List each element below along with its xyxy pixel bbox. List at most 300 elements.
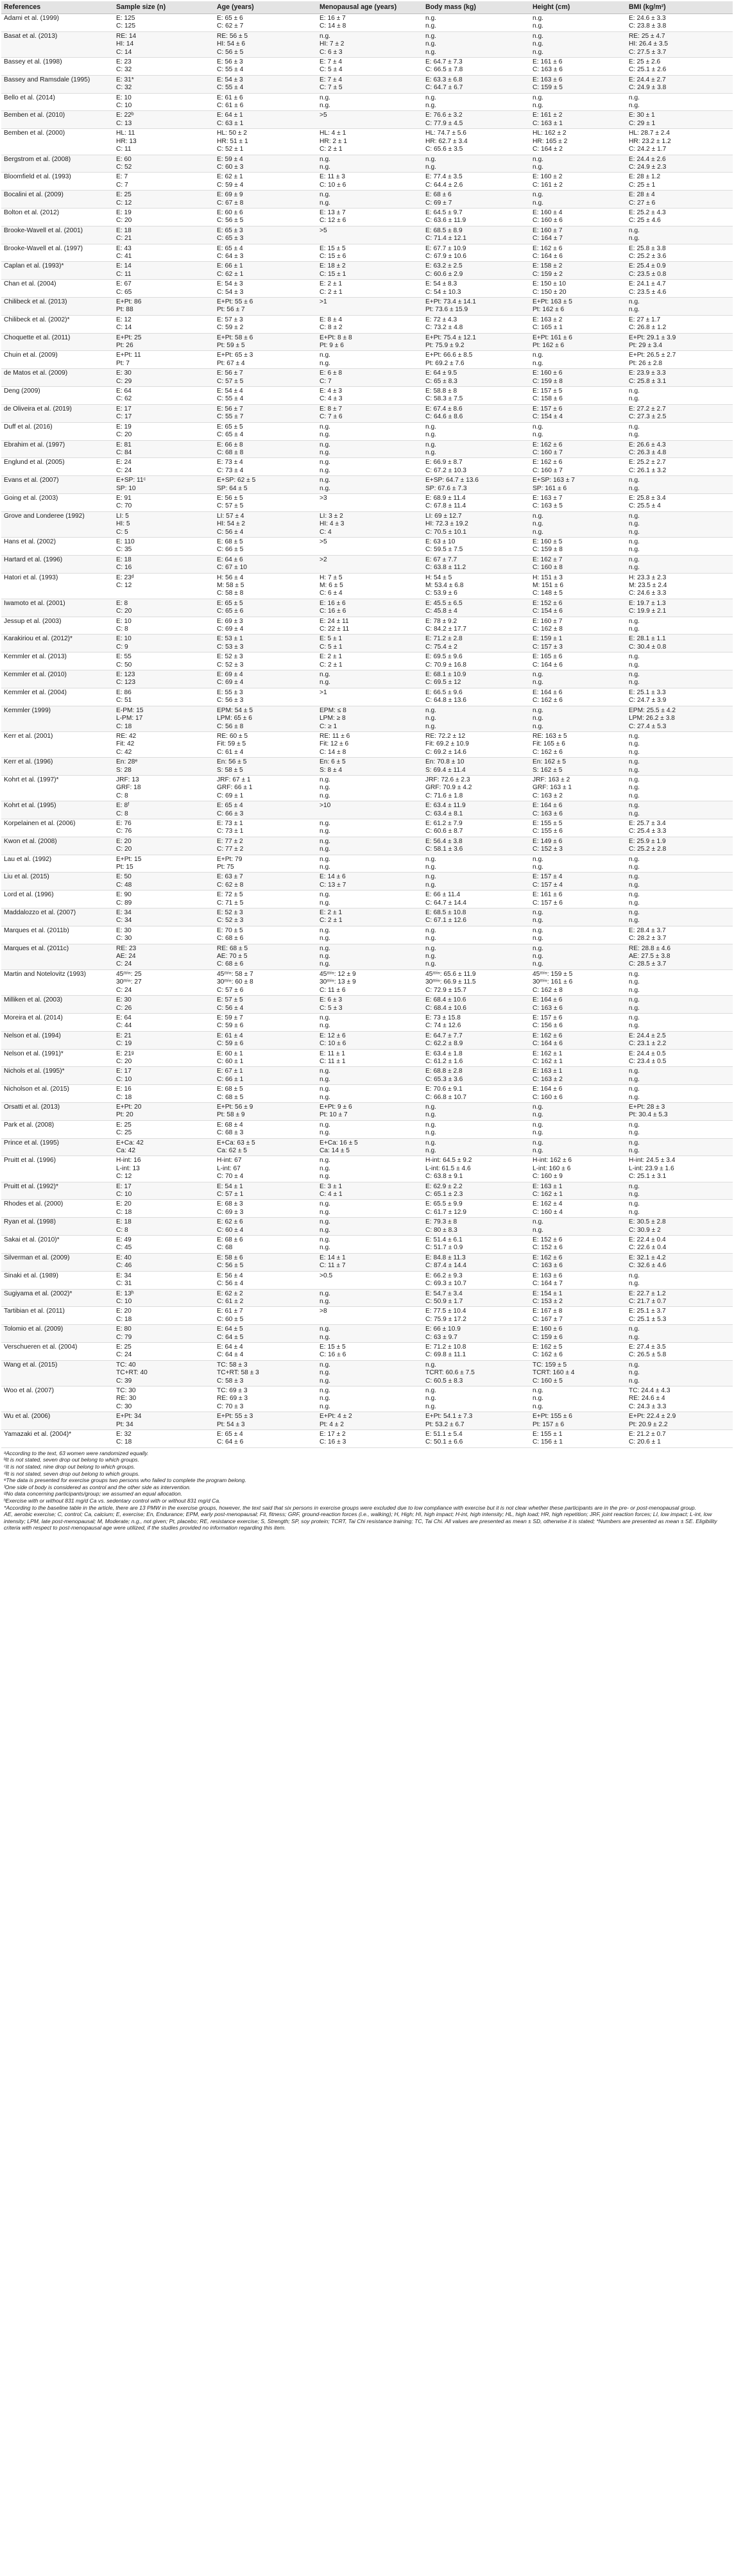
table-cell: n.g. n.g. n.g.: [626, 731, 733, 757]
table-cell: E: 56 ± 3 C: 55 ± 4: [214, 58, 317, 76]
table-cell: E: 67 ± 7.7 C: 63.8 ± 11.2: [423, 555, 530, 573]
reference-cell: Wang et al. (2015): [1, 1360, 114, 1386]
table-cell: n.g. n.g.: [626, 298, 733, 316]
reference-cell: Kohrt et al. (1997)*: [1, 775, 114, 801]
table-cell: E: 2 ± 1 C: 2 ± 1: [317, 653, 423, 670]
table-cell: E: 27.4 ± 3.5 C: 26.5 ± 5.8: [626, 1342, 733, 1360]
reference-cell: Lau et al. (1992): [1, 855, 114, 873]
reference-cell: Chilibeck et al. (2013): [1, 298, 114, 316]
table-cell: E: 163 ± 2 C: 165 ± 1: [530, 315, 626, 333]
table-cell: E: 16 ± 7 C: 14 ± 8: [317, 14, 423, 32]
table-cell: E: 8ᶠ C: 8: [114, 801, 214, 819]
reference-cell: Chan et al. (2004): [1, 280, 114, 298]
table-row: [1, 599, 733, 617]
table-cell: E: 155 ± 1 C: 156 ± 1: [530, 1430, 626, 1448]
table-cell: 45ᵐⁱⁿ: 25 30ᵐⁱⁿ: 27 C: 24: [114, 969, 214, 995]
table-cell: n.g. n.g.: [626, 1182, 733, 1200]
table-cell: E: 51.1 ± 5.4 C: 50.1 ± 6.6: [423, 1430, 530, 1448]
table-cell: E: 66 ± 11.4 C: 64.7 ± 14.4: [423, 891, 530, 908]
table-cell: >10: [317, 801, 423, 819]
table-cell: E+SP: 62 ± 5 SP: 64 ± 5: [214, 476, 317, 494]
table-row: [1, 573, 733, 599]
reference-cell: Grove and Londeree (1992): [1, 511, 114, 537]
table-row: [1, 155, 733, 173]
table-cell: E+Pt: 161 ± 6 Pt: 162 ± 6: [530, 333, 626, 351]
table-cell: E: 66 ± 1 C: 62 ± 1: [214, 262, 317, 280]
table-cell: E: 31* C: 32: [114, 75, 214, 93]
table-cell: n.g. n.g.: [626, 1138, 733, 1156]
table-cell: E: 162 ± 4 C: 160 ± 4: [530, 1200, 626, 1218]
table-cell: E: 64 ± 9.5 C: 65 ± 8.3: [423, 369, 530, 387]
reference-cell: Bemben et al. (2010): [1, 111, 114, 129]
reference-cell: Kohrt et al. (1995): [1, 801, 114, 819]
table-cell: E: 22ᵇ C: 13: [114, 111, 214, 129]
table-cell: E: 80 C: 79: [114, 1325, 214, 1343]
table-row: [1, 422, 733, 440]
reference-cell: Marques et al. (2011c): [1, 944, 114, 969]
table-row: [1, 670, 733, 688]
table-cell: E: 64.7 ± 7.7 C: 62.2 ± 8.9: [423, 1031, 530, 1049]
table-cell: E: 10 C: 10: [114, 93, 214, 111]
table-cell: E: 28 ± 1.2 C: 25 ± 1: [626, 173, 733, 191]
table-cell: E: 12 ± 6 C: 10 ± 6: [317, 1031, 423, 1049]
table-cell: E: 49 C: 45: [114, 1236, 214, 1254]
table-cell: n.g. n.g.: [530, 422, 626, 440]
table-cell: E: 45.5 ± 6.5 C: 45.8 ± 4: [423, 599, 530, 617]
table-cell: E: 154 ± 1 C: 153 ± 2: [530, 1289, 626, 1307]
reference-cell: Jessup et al. (2003): [1, 617, 114, 635]
reference-cell: Sugiyama et al. (2002)*: [1, 1289, 114, 1307]
table-cell: E: 4 ± 3 C: 4 ± 3: [317, 387, 423, 405]
table-cell: E: 54 ± 3 C: 55 ± 4: [214, 75, 317, 93]
table-cell: E: 2 ± 1 C: 2 ± 1: [317, 908, 423, 926]
table-cell: >5: [317, 537, 423, 555]
table-cell: E: 6 ± 3 C: 5 ± 3: [317, 996, 423, 1014]
table-cell: n.g. n.g. n.g.: [530, 511, 626, 537]
table-cell: E: 161 ± 2 C: 163 ± 1: [530, 111, 626, 129]
table-cell: E: 159 ± 1 C: 157 ± 3: [530, 635, 626, 653]
reference-cell: Hartard et al. (1996): [1, 555, 114, 573]
table-cell: E: 23ᵈ C: 12: [114, 573, 214, 599]
reference-cell: Yamazaki et al. (2004)*: [1, 1430, 114, 1448]
table-row: [1, 191, 733, 209]
reference-cell: Kemmler et al. (2013): [1, 653, 114, 670]
table-cell: E+Pt: 56 ± 9 Pt: 58 ± 9: [214, 1102, 317, 1120]
table-cell: E: 30 C: 29: [114, 369, 214, 387]
table-row: [1, 351, 733, 369]
table-cell: E: 152 ± 6 C: 154 ± 6: [530, 599, 626, 617]
reference-cell: Prince et al. (1995): [1, 1138, 114, 1156]
table-cell: n.g. n.g.: [317, 458, 423, 476]
table-cell: E: 64 C: 44: [114, 1013, 214, 1031]
table-row: [1, 1430, 733, 1448]
table-cell: >8: [317, 1307, 423, 1325]
table-cell: EPM: 25.5 ± 4.2 LPM: 26.2 ± 3.8 C: 27.4 ± 5.3: [626, 706, 733, 731]
table-cell: E: 10 C: 8: [114, 617, 214, 635]
table-cell: >5: [317, 111, 423, 129]
table-row: [1, 440, 733, 458]
reference-cell: Choquette et al. (2011): [1, 333, 114, 351]
footnote: *According to the baseline table in the article, there are 13 PMW in the exercise groups, however, the text said that six persons in exercise groups were excluded due to low compliance with exercise but it is not clear whether these participants are in the pre- or post-menopausal group.: [4, 1504, 697, 1511]
table-cell: TC: 30 RE: 30 C: 30: [114, 1386, 214, 1412]
table-row: [1, 1289, 733, 1307]
table-cell: E: 155 ± 5 C: 155 ± 6: [530, 819, 626, 837]
column-header: Height (cm): [530, 1, 626, 14]
reference-cell: Hatori et al. (1993): [1, 573, 114, 599]
table-cell: n.g. n.g.: [626, 1085, 733, 1103]
table-cell: E: 65 ± 5 C: 65 ± 6: [214, 599, 317, 617]
table-cell: n.g. n.g.: [423, 422, 530, 440]
table-cell: n.g. n.g.: [626, 908, 733, 926]
table-cell: E: 7 C: 7: [114, 173, 214, 191]
table-row: [1, 801, 733, 819]
table-cell: E: 160 ± 6 C: 159 ± 8: [530, 369, 626, 387]
table-cell: E: 55 C: 50: [114, 653, 214, 670]
table-cell: n.g. n.g.: [317, 191, 423, 209]
reference-cell: Pruitt et al. (1996): [1, 1156, 114, 1182]
table-body: [1, 14, 733, 1448]
table-cell: E: 162 ± 7 C: 160 ± 8: [530, 555, 626, 573]
reference-cell: Chuin et al. (2009): [1, 351, 114, 369]
table-row: [1, 555, 733, 573]
table-row: [1, 819, 733, 837]
table-cell: E+Pt: 58 ± 6 Pt: 59 ± 5: [214, 333, 317, 351]
table-cell: En: 70.8 ± 10 S: 69.4 ± 11.4: [423, 758, 530, 776]
table-cell: E: 64.5 ± 9.7 C: 63.6 ± 11.9: [423, 208, 530, 226]
table-cell: E: 61 ± 4 C: 59 ± 6: [214, 1031, 317, 1049]
table-cell: E: 58 ± 6 C: 56 ± 5: [214, 1253, 317, 1271]
table-cell: E: 161 ± 6 C: 157 ± 6: [530, 891, 626, 908]
reference-cell: Duff et al. (2016): [1, 422, 114, 440]
study-characteristics-table: [1, 1, 733, 1448]
table-cell: E: 69.5 ± 9.6 C: 70.9 ± 16.8: [423, 653, 530, 670]
table-cell: n.g. n.g. n.g.: [530, 944, 626, 969]
table-cell: E+SP: 64.7 ± 13.6 SP: 67.6 ± 7.3: [423, 476, 530, 494]
table-cell: En: 162 ± 5 S: 162 ± 5: [530, 758, 626, 776]
table-cell: E+Pt: 73.4 ± 14.1 Pt: 73.6 ± 15.9: [423, 298, 530, 316]
table-row: [1, 1307, 733, 1325]
table-header: [1, 1, 733, 14]
table-row: [1, 1067, 733, 1085]
table-cell: n.g. n.g.: [423, 14, 530, 32]
table-cell: E: 161 ± 6 C: 163 ± 6: [530, 58, 626, 76]
table-row: [1, 75, 733, 93]
table-cell: E: 25.4 ± 0.9 C: 23.5 ± 0.8: [626, 262, 733, 280]
table-cell: E: 64 ± 5 C: 64 ± 5: [214, 1325, 317, 1343]
table-cell: E: 15 ± 5 C: 16 ± 6: [317, 1342, 423, 1360]
table-cell: E: 64 ± 1 C: 63 ± 1: [214, 111, 317, 129]
table-cell: E: 21 C: 19: [114, 1031, 214, 1049]
table-cell: E: 157 ± 6 C: 156 ± 6: [530, 1013, 626, 1031]
table-cell: E: 54 ± 8.3 C: 54 ± 10.3: [423, 280, 530, 298]
table-cell: H-int: 24.5 ± 3.4 L-int: 23.9 ± 1.6 C: 25.1 ± 3.1: [626, 1156, 733, 1182]
table-row: [1, 173, 733, 191]
table-row: [1, 280, 733, 298]
table-cell: E: 65 ± 4 C: 64 ± 3: [214, 244, 317, 262]
table-cell: E: 163 ± 6 C: 164 ± 7: [530, 1271, 626, 1289]
table-cell: E: 28.4 ± 3.7 C: 28.2 ± 3.7: [626, 926, 733, 944]
table-cell: E: 90 C: 89: [114, 891, 214, 908]
table-cell: E: 25 C: 24: [114, 1342, 214, 1360]
table-cell: JRF: 13 GRF: 18 C: 8: [114, 775, 214, 801]
table-cell: n.g. n.g.: [626, 1200, 733, 1218]
table-cell: n.g. n.g.: [423, 155, 530, 173]
table-cell: n.g. n.g.: [530, 191, 626, 209]
table-cell: E: 65 ± 5 C: 65 ± 4: [214, 422, 317, 440]
table-row: [1, 1342, 733, 1360]
table-cell: E: 71.2 ± 10.8 C: 69.8 ± 11.1: [423, 1342, 530, 1360]
table-cell: n.g. n.g.: [423, 440, 530, 458]
table-cell: En: 28ᵉ S: 28: [114, 758, 214, 776]
table-row: [1, 262, 733, 280]
reference-cell: Bloomfield et al. (1993): [1, 173, 114, 191]
table-cell: n.g. n.g.: [317, 1120, 423, 1138]
table-cell: n.g. n.g.: [626, 1013, 733, 1031]
table-cell: E+Pt: 55 ± 6 Pt: 56 ± 7: [214, 298, 317, 316]
table-cell: E: 15 ± 5 C: 15 ± 6: [317, 244, 423, 262]
reference-cell: Nicholson et al. (2015): [1, 1085, 114, 1103]
table-cell: n.g. n.g.: [317, 837, 423, 855]
table-cell: E: 10 C: 9: [114, 635, 214, 653]
table-cell: n.g. n.g.: [423, 926, 530, 944]
table-cell: E+Ca: 63 ± 5 Ca: 62 ± 5: [214, 1138, 317, 1156]
table-cell: n.g. n.g. n.g.: [626, 1360, 733, 1386]
table-cell: n.g. n.g.: [317, 351, 423, 369]
reference-cell: Kerr et al. (1996): [1, 758, 114, 776]
table-cell: RE: 56 ± 5 HI: 54 ± 6 C: 56 ± 5: [214, 31, 317, 57]
table-cell: n.g. n.g.: [530, 155, 626, 173]
table-cell: E: 13ʰ C: 10: [114, 1289, 214, 1307]
reference-cell: Tartibian et al. (2011): [1, 1307, 114, 1325]
table-cell: E: 25 ± 2.6 C: 25.1 ± 2.6: [626, 58, 733, 76]
table-cell: E: 162 ± 6 C: 164 ± 6: [530, 244, 626, 262]
table-cell: E: 30 C: 26: [114, 996, 214, 1014]
reference-cell: Verschueren et al. (2004): [1, 1342, 114, 1360]
table-cell: E: 150 ± 10 C: 150 ± 20: [530, 280, 626, 298]
table-cell: LI: 57 ± 4 HI: 54 ± 2 C: 56 ± 4: [214, 511, 317, 537]
table-cell: E: 164 ± 6 C: 160 ± 6: [530, 1085, 626, 1103]
table-cell: E: 17 C: 10: [114, 1182, 214, 1200]
table-cell: E+Pt: 29.1 ± 3.9 Pt: 29 ± 3.4: [626, 333, 733, 351]
table-cell: E+Pt: 11 Pt: 7: [114, 351, 214, 369]
table-cell: E: 34 C: 34: [114, 908, 214, 926]
table-cell: E+Pt: 75.4 ± 12.1 Pt: 75.9 ± 9.2: [423, 333, 530, 351]
reference-cell: Ryan et al. (1998): [1, 1218, 114, 1236]
table-row: [1, 1013, 733, 1031]
table-cell: n.g. n.g.: [423, 873, 530, 891]
table-row: [1, 1085, 733, 1103]
table-cell: E: 24.1 ± 4.7 C: 23.5 ± 4.6: [626, 280, 733, 298]
table-cell: n.g. n.g.: [423, 1138, 530, 1156]
table-cell: E: 91 C: 70: [114, 493, 214, 511]
table-cell: E: 164 ± 6 C: 163 ± 6: [530, 996, 626, 1014]
table-cell: n.g. n.g.: [317, 1236, 423, 1254]
reference-cell: Evans et al. (2007): [1, 476, 114, 494]
table-cell: TC: 58 ± 3 TC+RT: 58 ± 3 C: 58 ± 3: [214, 1360, 317, 1386]
table-cell: E: 25 C: 12: [114, 191, 214, 209]
table-row: [1, 226, 733, 244]
table-cell: E: 25.2 ± 4.3 C: 25 ± 4.6: [626, 208, 733, 226]
table-cell: E: 11 ± 1 C: 11 ± 1: [317, 1049, 423, 1067]
reference-cell: Martin and Notelovitz (1993): [1, 969, 114, 995]
table-cell: E: 77.5 ± 10.4 C: 75.9 ± 17.2: [423, 1307, 530, 1325]
table-cell: n.g. n.g.: [626, 422, 733, 440]
table-cell: n.g. n.g.: [423, 93, 530, 111]
table-cell: E: 32.1 ± 4.2 C: 32.6 ± 4.6: [626, 1253, 733, 1271]
table-cell: E: 86 C: 51: [114, 688, 214, 706]
table-cell: E: 28.1 ± 1.1 C: 30.4 ± 0.8: [626, 635, 733, 653]
table-cell: E: 34 C: 31: [114, 1271, 214, 1289]
table-cell: E: 65 ± 4 C: 64 ± 6: [214, 1430, 317, 1448]
table-cell: E: 7 ± 4 C: 7 ± 5: [317, 75, 423, 93]
table-cell: E: 26.6 ± 4.3 C: 26.3 ± 4.8: [626, 440, 733, 458]
table-cell: E: 123 C: 123: [114, 670, 214, 688]
table-cell: E: 20 C: 18: [114, 1307, 214, 1325]
table-cell: E: 2 ± 1 C: 2 ± 1: [317, 280, 423, 298]
table-cell: E: 25.2 ± 2.7 C: 26.1 ± 3.2: [626, 458, 733, 476]
table-row: [1, 1138, 733, 1156]
table-cell: E: 64 ± 4 C: 64 ± 4: [214, 1342, 317, 1360]
table-cell: E: 68.9 ± 11.4 C: 67.8 ± 11.4: [423, 493, 530, 511]
table-cell: E+SP: 11ᶜ SP: 10: [114, 476, 214, 494]
table-cell: E: 13 ± 7 C: 12 ± 6: [317, 208, 423, 226]
table-cell: n.g. n.g.: [626, 226, 733, 244]
table-cell: E: 24 C: 24: [114, 458, 214, 476]
table-cell: E: 14 C: 11: [114, 262, 214, 280]
table-cell: E: 7 ± 4 C: 5 ± 4: [317, 58, 423, 76]
table-cell: E: 68.5 ± 8.9 C: 71.4 ± 12.1: [423, 226, 530, 244]
table-cell: E: 53 ± 1 C: 53 ± 3: [214, 635, 317, 653]
reference-cell: Nelson et al. (1991)*: [1, 1049, 114, 1067]
table-cell: E+Pt: 54.1 ± 7.3 Pt: 53.2 ± 6.7: [423, 1412, 530, 1430]
table-cell: E: 76.6 ± 3.2 C: 77.9 ± 4.5: [423, 111, 530, 129]
reference-cell: Wu et al. (2006): [1, 1412, 114, 1430]
table-cell: E: 27.2 ± 2.7 C: 27.3 ± 2.5: [626, 404, 733, 422]
table-cell: En: 6 ± 5 S: 8 ± 4: [317, 758, 423, 776]
table-cell: E: 25.7 ± 3.4 C: 25.4 ± 3.3: [626, 819, 733, 837]
table-cell: E+SP: 163 ± 7 SP: 161 ± 6: [530, 476, 626, 494]
table-row: [1, 855, 733, 873]
table-row: [1, 926, 733, 944]
table-row: [1, 93, 733, 111]
table-row: [1, 758, 733, 776]
reference-cell: Korpelainen et al. (2006): [1, 819, 114, 837]
footnote: ᶠOne side of body is considered as control and the other side as intervention.: [4, 1483, 191, 1490]
table-row: [1, 1236, 733, 1254]
table-cell: n.g. n.g. n.g.: [626, 969, 733, 995]
table-cell: E: 65.5 ± 9.9 C: 61.7 ± 12.9: [423, 1200, 530, 1218]
table-cell: n.g. n.g.: [317, 1013, 423, 1031]
table-cell: E+Pt: 15 Pt: 15: [114, 855, 214, 873]
table-row: [1, 537, 733, 555]
reference-cell: Bergstrom et al. (2008): [1, 155, 114, 173]
table-cell: 45ᵐⁱⁿ: 12 ± 9 30ᵐⁱⁿ: 13 ± 9 C: 11 ± 6: [317, 969, 423, 995]
table-cell: HL: 4 ± 1 HR: 2 ± 1 C: 2 ± 1: [317, 129, 423, 155]
table-cell: E: 73 ± 4 C: 73 ± 4: [214, 458, 317, 476]
reference-cell: Going et al. (2003): [1, 493, 114, 511]
table-cell: RE: 60 ± 5 Fit: 59 ± 5 C: 61 ± 4: [214, 731, 317, 757]
footnote: ᵃAccording to the text, 63 women were randomized equally.: [4, 1449, 149, 1456]
table-cell: E: 67 C: 65: [114, 280, 214, 298]
table-cell: n.g. n.g.: [317, 1200, 423, 1218]
reference-cell: Rhodes et al. (2000): [1, 1200, 114, 1218]
table-cell: E: 72 ± 4.3 C: 73.2 ± 4.8: [423, 315, 530, 333]
reference-cell: Sakai et al. (2010)*: [1, 1236, 114, 1254]
table-row: [1, 1031, 733, 1049]
table-cell: En: 56 ± 5 S: 58 ± 5: [214, 758, 317, 776]
table-cell: E: 63 ± 7 C: 62 ± 8: [214, 873, 317, 891]
reference-cell: Bassey and Ramsdale (1995): [1, 75, 114, 93]
table-cell: n.g. n.g.: [317, 1067, 423, 1085]
table-cell: n.g. HI: 7 ± 2 C: 6 ± 3: [317, 31, 423, 57]
reference-cell: Ebrahim et al. (1997): [1, 440, 114, 458]
reference-cell: Bassey et al. (1998): [1, 58, 114, 76]
table-cell: n.g. TCRT: 60.6 ± 7.5 C: 60.5 ± 8.3: [423, 1360, 530, 1386]
table-cell: LI: 5 HI: 5 C: 5: [114, 511, 214, 537]
table-cell: E: 63.4 ± 11.9 C: 63.4 ± 8.1: [423, 801, 530, 819]
table-cell: E: 63.2 ± 2.5 C: 60.6 ± 2.9: [423, 262, 530, 280]
table-cell: n.g. n.g. n.g.: [317, 944, 423, 969]
table-cell: n.g. n.g. n.g.: [423, 1386, 530, 1412]
table-cell: E: 62 ± 2 C: 61 ± 2: [214, 1289, 317, 1307]
table-cell: n.g. n.g.: [317, 155, 423, 173]
reference-cell: Brooke-Wavell et al. (2001): [1, 226, 114, 244]
reference-cell: Marques et al. (2011b): [1, 926, 114, 944]
table-cell: LI: 69 ± 12.7 HI: 72.3 ± 19.2 C: 70.5 ± 10.1: [423, 511, 530, 537]
table-cell: E+Pt: 55 ± 3 Pt: 54 ± 3: [214, 1412, 317, 1430]
table-cell: E: 40 C: 46: [114, 1253, 214, 1271]
table-cell: E: 160 ± 7 C: 162 ± 8: [530, 617, 626, 635]
reference-cell: Karakiriou et al. (2012)*: [1, 635, 114, 653]
table-cell: E+Pt: 8 ± 8 Pt: 9 ± 6: [317, 333, 423, 351]
table-cell: TC: 24.4 ± 4.3 RE: 24.6 ± 4 C: 24.3 ± 3.3: [626, 1386, 733, 1412]
table-cell: E+Pt: 22.4 ± 2.9 Pt: 20.9 ± 2.2: [626, 1412, 733, 1430]
table-cell: E: 17 C: 17: [114, 404, 214, 422]
table-cell: n.g. n.g.: [626, 476, 733, 494]
table-cell: E+Pt: 20 Pt: 20: [114, 1102, 214, 1120]
table-cell: n.g. n.g.: [626, 891, 733, 908]
table-cell: E+Pt: 26.5 ± 2.7 Pt: 26 ± 2.8: [626, 351, 733, 369]
table-cell: E: 43 C: 41: [114, 244, 214, 262]
table-cell: E: 66.5 ± 9.6 C: 64.8 ± 13.6: [423, 688, 530, 706]
table-cell: E: 66 ± 8 C: 68 ± 8: [214, 440, 317, 458]
table-cell: RE: 28.8 ± 4.6 AE: 27.5 ± 3.8 C: 28.5 ± 3.7: [626, 944, 733, 969]
table-row: [1, 688, 733, 706]
table-cell: E: 60 ± 6 C: 56 ± 5: [214, 208, 317, 226]
table-cell: E: 24.4 ± 2.7 C: 24.9 ± 3.8: [626, 75, 733, 93]
table-cell: E: 58.8 ± 8 C: 58.3 ± 7.5: [423, 387, 530, 405]
reference-cell: Kemmler (1999): [1, 706, 114, 731]
table-row: [1, 31, 733, 57]
table-cell: E: 56 ± 7 C: 57 ± 5: [214, 369, 317, 387]
table-row: [1, 458, 733, 476]
table-cell: n.g. n.g. n.g.: [626, 775, 733, 801]
table-cell: >0.5: [317, 1271, 423, 1289]
table-cell: E: 163 ± 1 C: 162 ± 1: [530, 1182, 626, 1200]
table-cell: TC: 159 ± 5 TCRT: 160 ± 4 C: 160 ± 5: [530, 1360, 626, 1386]
table-cell: E+Ca: 42 Ca: 42: [114, 1138, 214, 1156]
table-cell: HL: 162 ± 2 HR: 165 ± 2 C: 164 ± 2: [530, 129, 626, 155]
table-cell: H: 151 ± 3 M: 151 ± 6 C: 148 ± 5: [530, 573, 626, 599]
table-cell: n.g. n.g.: [317, 1289, 423, 1307]
table-cell: E: 54.7 ± 3.4 C: 50.9 ± 1.7: [423, 1289, 530, 1307]
table-row: [1, 731, 733, 757]
reference-cell: Nelson et al. (1994): [1, 1031, 114, 1049]
table-cell: RE: 42 Fit: 42 C: 42: [114, 731, 214, 757]
table-cell: n.g. n.g.: [626, 555, 733, 573]
table-row: [1, 1325, 733, 1343]
table-row: [1, 1271, 733, 1289]
